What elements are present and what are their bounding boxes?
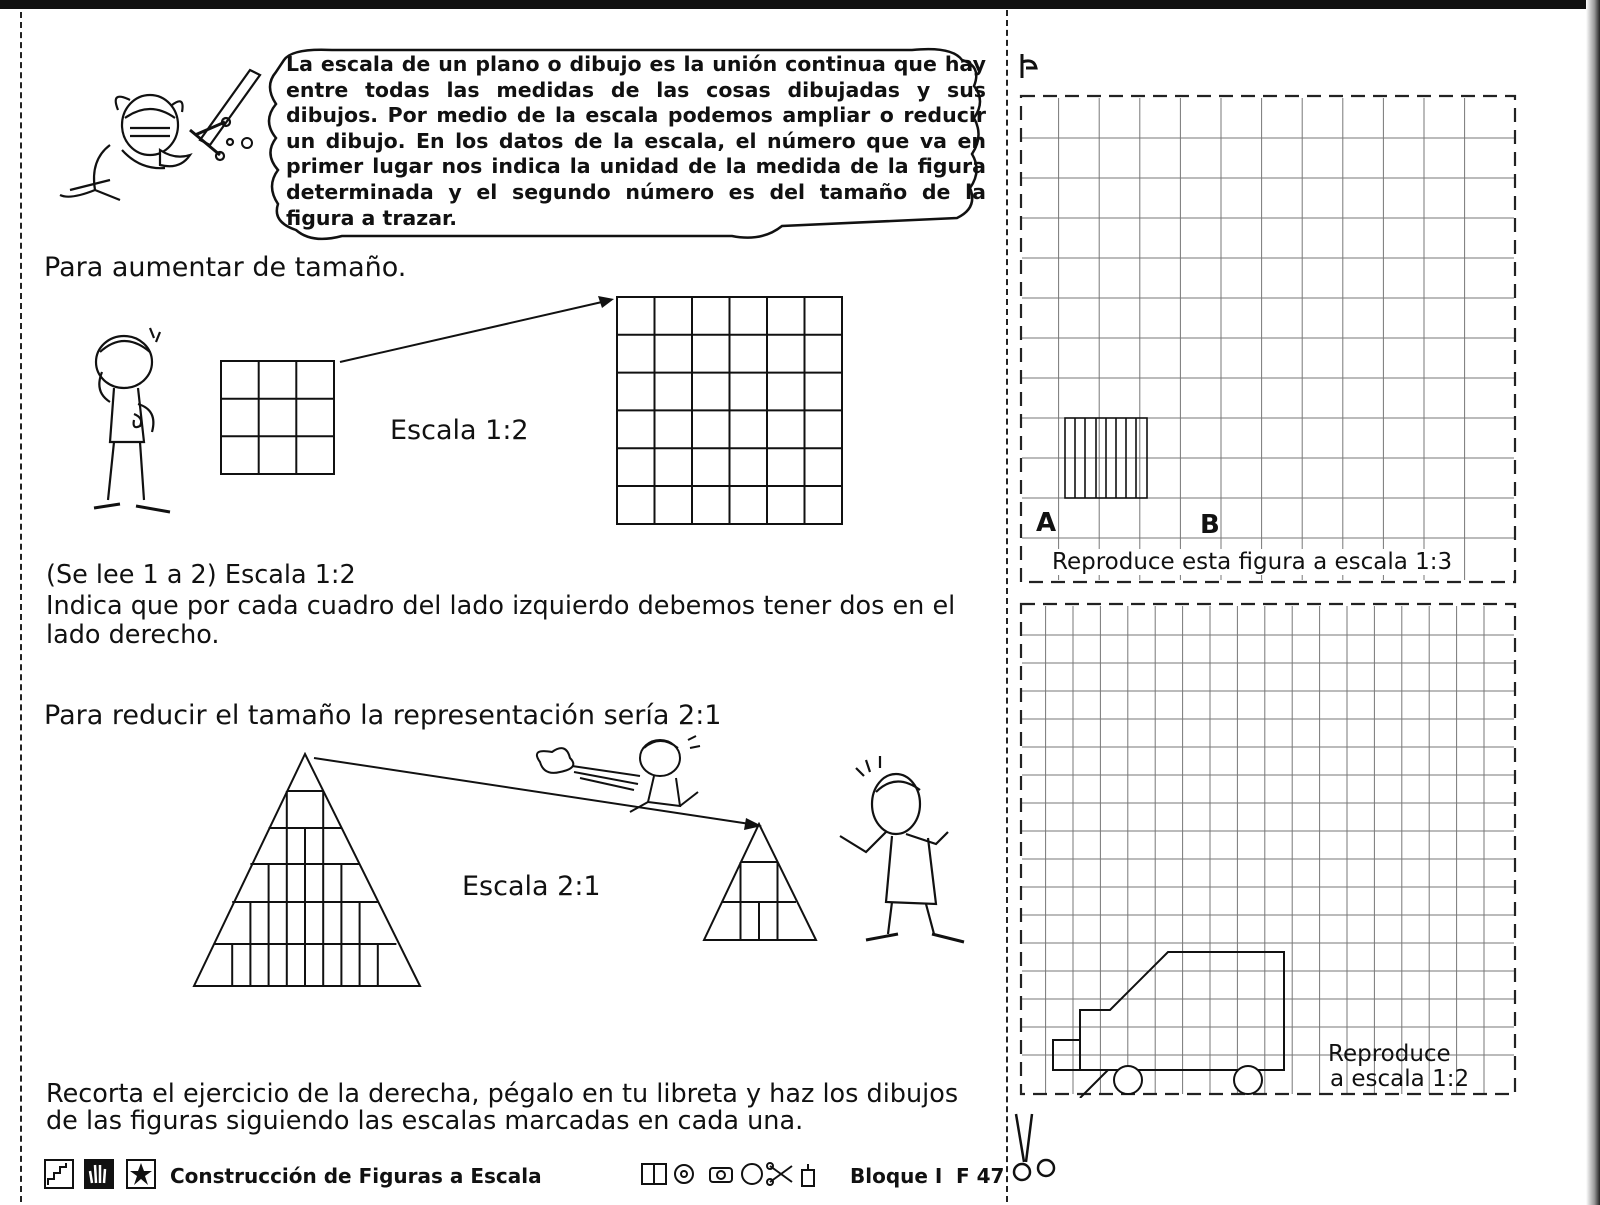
top-border [0, 0, 1600, 9]
footer-page-number: F 47 [956, 1164, 1005, 1188]
section-enlarge-title: Para aumentar de tamaño. [44, 252, 407, 283]
exercise-2-caption-line1: Reproduce [1328, 1041, 1451, 1067]
reading-note: (Se lee 1 a 2) Escala 1:2 [46, 560, 356, 590]
scale-definition-text: La escala de un plano o dibujo es la unión continua que hay entre todas las medidas de las cosas dibujadas y sus dibujos. Por medio de la escala podemos ampliar o reducir un dibujo. En los datos de la escala, el número que va en primer lugar nos indica la unidad de la medida de la figura determinada y el segundo número es del tamaño de la figura a trazar. [286, 52, 986, 230]
instruction-text: Recorta el ejercicio de la derecha, pégalo en tu libreta y haz los dibujos de las figuras siguiendo las escalas marcadas en cada una. [46, 1079, 959, 1136]
scale-explanation: Indica que por cada cuadro del lado izquierdo debemos tener dos en el lado derecho. [46, 591, 956, 650]
exercise-1-point-a: A [1036, 508, 1057, 538]
page-edge-shadow [1586, 0, 1600, 1205]
exercise-1-caption: Reproduce esta figura a escala 1:3 [1052, 549, 1453, 575]
footer-title: Construcción de Figuras a Escala [170, 1164, 542, 1188]
knight-small-icon [1018, 52, 1040, 80]
footer-activity-icons [640, 1160, 840, 1190]
enlarge-arrow [338, 290, 618, 370]
cut-line-vertical [1006, 10, 1008, 1202]
small-grid-3x3 [220, 360, 336, 476]
thinking-kid-illustration [74, 322, 184, 532]
exercise-2-caption-line2: a escala 1:2 [1330, 1066, 1470, 1092]
section-reduce-title: Para reducir el tamaño la representación sería 2:1 [44, 700, 722, 731]
exercise-2-grid [1018, 600, 1518, 1098]
footer-block-label: Bloque I [850, 1164, 943, 1188]
large-grid-6x6 [616, 296, 844, 526]
small-triangle-grid [702, 822, 818, 942]
left-margin-line [20, 12, 22, 1202]
knight-illustration [50, 50, 270, 210]
scale-label-2-1: Escala 2:1 [462, 871, 601, 902]
pointing-man-illustration [836, 752, 986, 952]
star-person-icon [126, 1159, 156, 1189]
exercise-1-point-b: B [1200, 510, 1220, 540]
scale-label-1-2: Escala 1:2 [390, 415, 529, 446]
scissors-icon [1006, 1110, 1060, 1190]
running-kid-illustration [530, 732, 720, 822]
stairs-icon [44, 1159, 74, 1189]
hand-icon [84, 1159, 114, 1189]
exercise-1-grid [1018, 92, 1518, 584]
